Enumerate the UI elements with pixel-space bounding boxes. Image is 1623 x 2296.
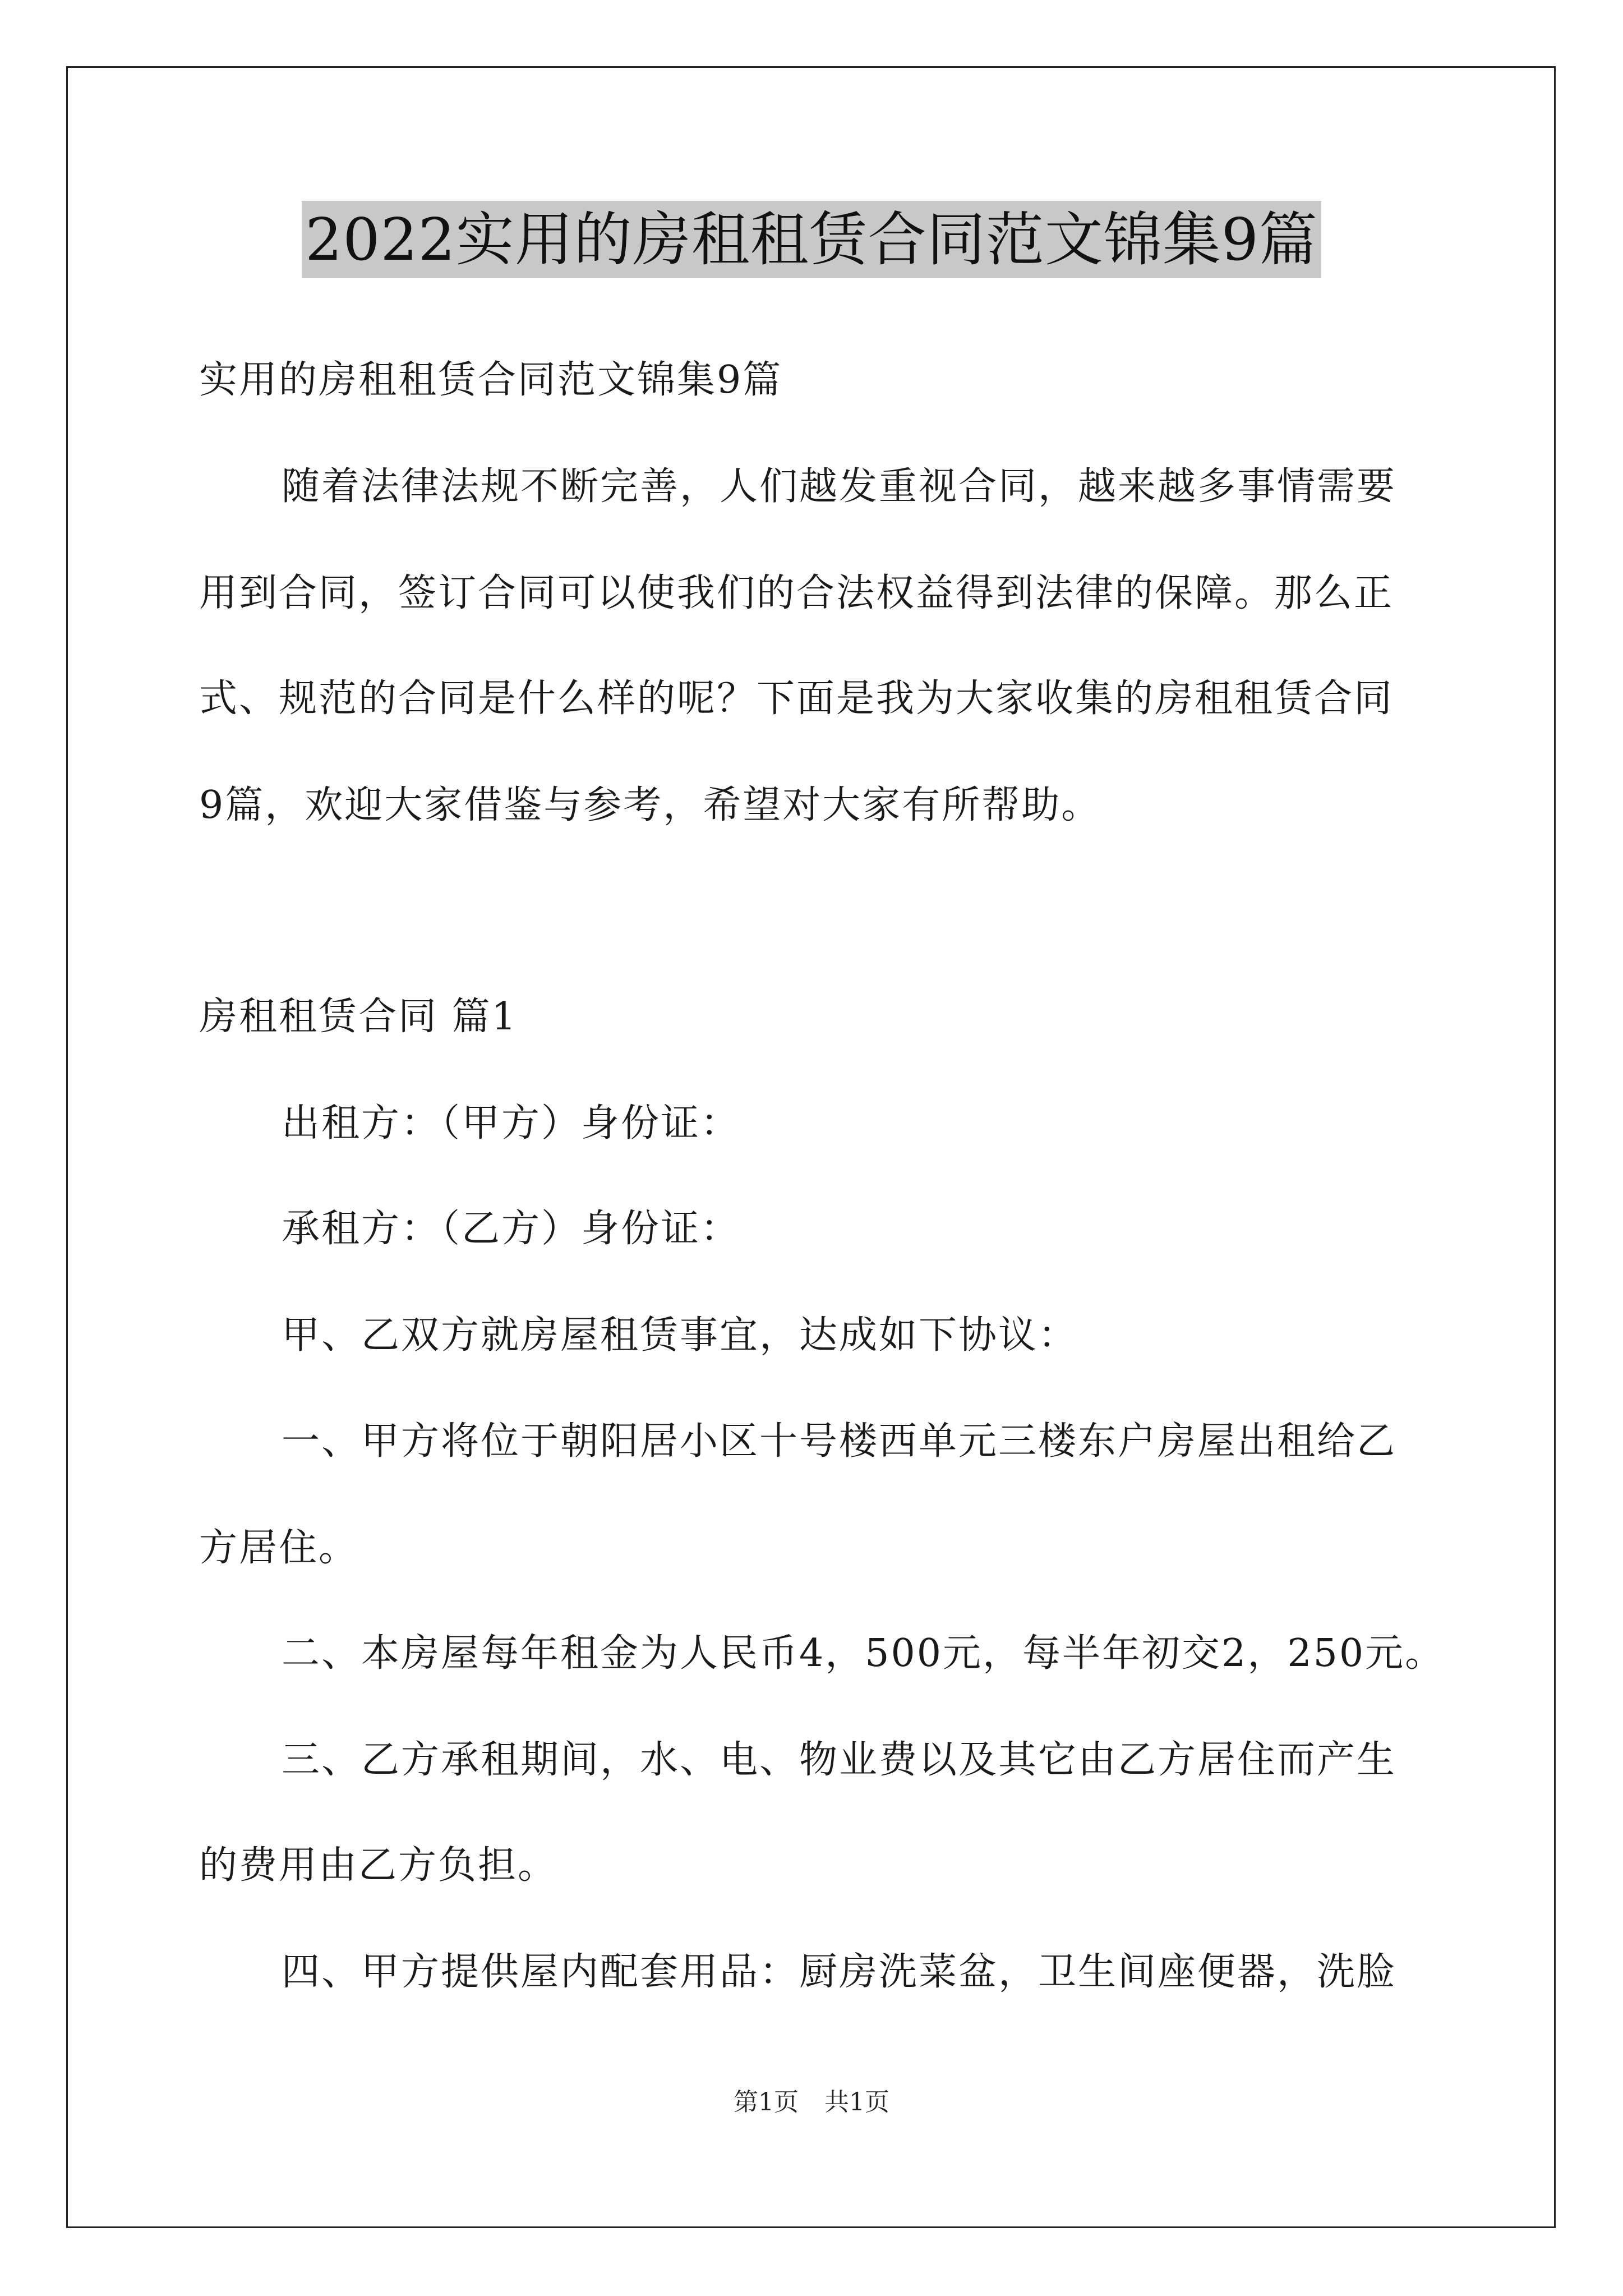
- clause3-line-1: 三、乙方承租期间，水、电、物业费以及其它由乙方居住而产生: [282, 1738, 1397, 1782]
- clause2-line: 二、本房屋每年租金为人民币4，500元，每半年初交2，250元。: [282, 1631, 1445, 1676]
- page-footer: [0, 2086, 1623, 2119]
- lessor-line: 出租方：（甲方）身份证：: [282, 1101, 741, 1145]
- section-heading: 房租租赁合同 篇1: [199, 995, 518, 1039]
- document-subtitle: 实用的房租租赁合同范文锦集9篇: [199, 358, 783, 402]
- intro-line-1: 随着法律法规不断完善，人们越发重视合同，越来越多事情需要: [282, 464, 1397, 509]
- agreement-line: 甲、乙双方就房屋租赁事宜，达成如下协议：: [282, 1313, 1078, 1358]
- title-container: [0, 201, 1623, 278]
- page-number-current: 第1页: [734, 2088, 799, 2116]
- clause4-line: 四、甲方提供屋内配套用品：厨房洗菜盆，卫生间座便器，洗脸: [282, 1950, 1397, 1994]
- intro-line-2: 用到合同，签订合同可以使我们的合法权益得到法律的保障。那么正: [199, 571, 1394, 615]
- intro-line-4: 9篇，欢迎大家借鉴与参考，希望对大家有所帮助。: [199, 783, 1101, 827]
- intro-line-3: 式、规范的合同是什么样的呢？下面是我为大家收集的房租租赁合同: [199, 677, 1394, 721]
- document-title: 2022实用的房租租赁合同范文锦集9篇: [302, 201, 1321, 278]
- page-number-total: 共1页: [824, 2088, 889, 2116]
- clause3-line-2: 的费用由乙方负担。: [199, 1843, 558, 1888]
- clause1-line-2: 方居住。: [199, 1526, 359, 1570]
- lessee-line: 承租方：（乙方）身份证：: [282, 1207, 741, 1251]
- clause1-line-1: 一、甲方将位于朝阳居小区十号楼西单元三楼东户房屋出租给乙: [282, 1419, 1397, 1464]
